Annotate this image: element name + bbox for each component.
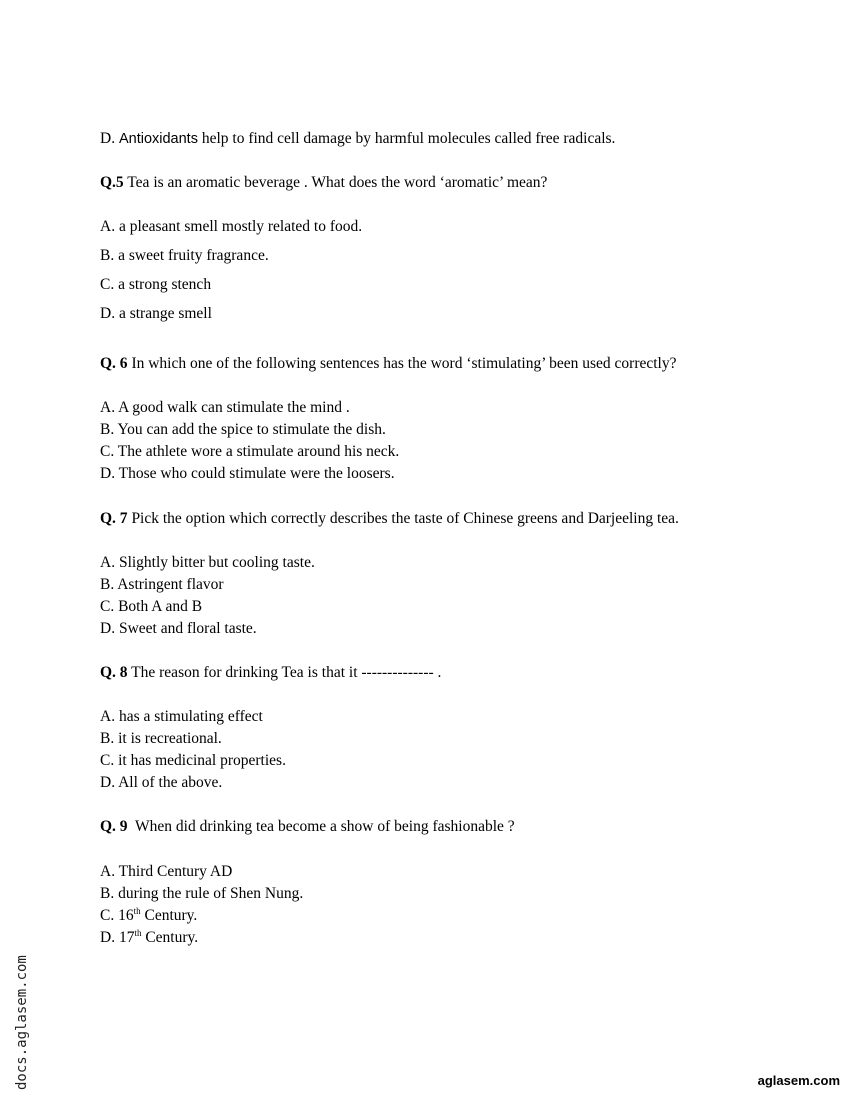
question-7 (100, 509, 679, 529)
question-text: When did drinking tea become a show of being fashionable ? (131, 818, 515, 835)
q5-option-c: C. a strong stench (100, 276, 212, 293)
question-5 (100, 173, 547, 193)
q7-option-a: A. Slightly bitter but cooling taste. (100, 554, 315, 571)
ordinal-suffix: th (133, 906, 141, 916)
q9-option-b: B. during the rule of Shen Nung. (100, 885, 304, 902)
q7-option-c: C. Both A and B (100, 598, 203, 615)
option-letter: D. (100, 130, 116, 147)
q9-option-d (100, 928, 198, 948)
q6-option-d: D. Those who could stimulate were the loosers. (100, 465, 395, 482)
question-6 (100, 354, 677, 374)
q5-option-d: D. a strange smell (100, 305, 212, 322)
q6-option-c: C. The athlete wore a stimulate around his neck. (100, 443, 400, 460)
question-number: Q. 8 (100, 664, 128, 681)
option-text: help to find cell damage by harmful molecules called free radicals. (201, 130, 616, 147)
corner-watermark: aglasem.com (757, 1073, 840, 1088)
option-suffix: Century. (141, 929, 199, 946)
question-number: Q. 9 (100, 818, 128, 835)
option-d-antioxidants (100, 129, 615, 149)
q6-option-b: B. You can add the spice to stimulate the dish. (100, 421, 386, 438)
option-prefix: D. 17 (100, 929, 135, 946)
q6-option-a: A. A good walk can stimulate the mind . (100, 399, 350, 416)
q8-option-d: D. All of the above. (100, 774, 223, 791)
q8-option-c: C. it has medicinal properties. (100, 752, 286, 769)
question-text: The reason for drinking Tea is that it -------------- . (131, 664, 442, 681)
q5-option-a: A. a pleasant smell mostly related to food. (100, 218, 363, 235)
question-text: Tea is an aromatic beverage . What does the word ‘aromatic’ mean? (127, 174, 548, 191)
question-text: In which one of the following sentences has the word ‘stimulating’ been used correctly? (131, 355, 677, 372)
q8-option-b: B. it is recreational. (100, 730, 222, 747)
q5-option-b: B. a sweet fruity fragrance. (100, 247, 269, 264)
q8-option-a: A. has a stimulating effect (100, 708, 263, 725)
ordinal-suffix: th (134, 928, 142, 938)
question-number: Q. 6 (100, 355, 128, 372)
q7-option-b: B. Astringent flavor (100, 576, 224, 593)
question-9 (100, 817, 515, 837)
option-term: Antioxidants (118, 131, 198, 147)
side-watermark: docs.aglasem.com (14, 955, 30, 1090)
question-number: Q. 7 (100, 510, 128, 527)
q9-option-a: A. Third Century AD (100, 863, 233, 880)
q7-option-d: D. Sweet and floral taste. (100, 620, 257, 637)
option-suffix: Century. (140, 907, 198, 924)
question-number: Q.5 (100, 174, 124, 191)
option-prefix: C. 16 (100, 907, 134, 924)
q9-option-c (100, 906, 197, 926)
question-text: Pick the option which correctly describes the taste of Chinese greens and Darjeeling tea. (131, 510, 679, 527)
question-8 (100, 663, 441, 683)
